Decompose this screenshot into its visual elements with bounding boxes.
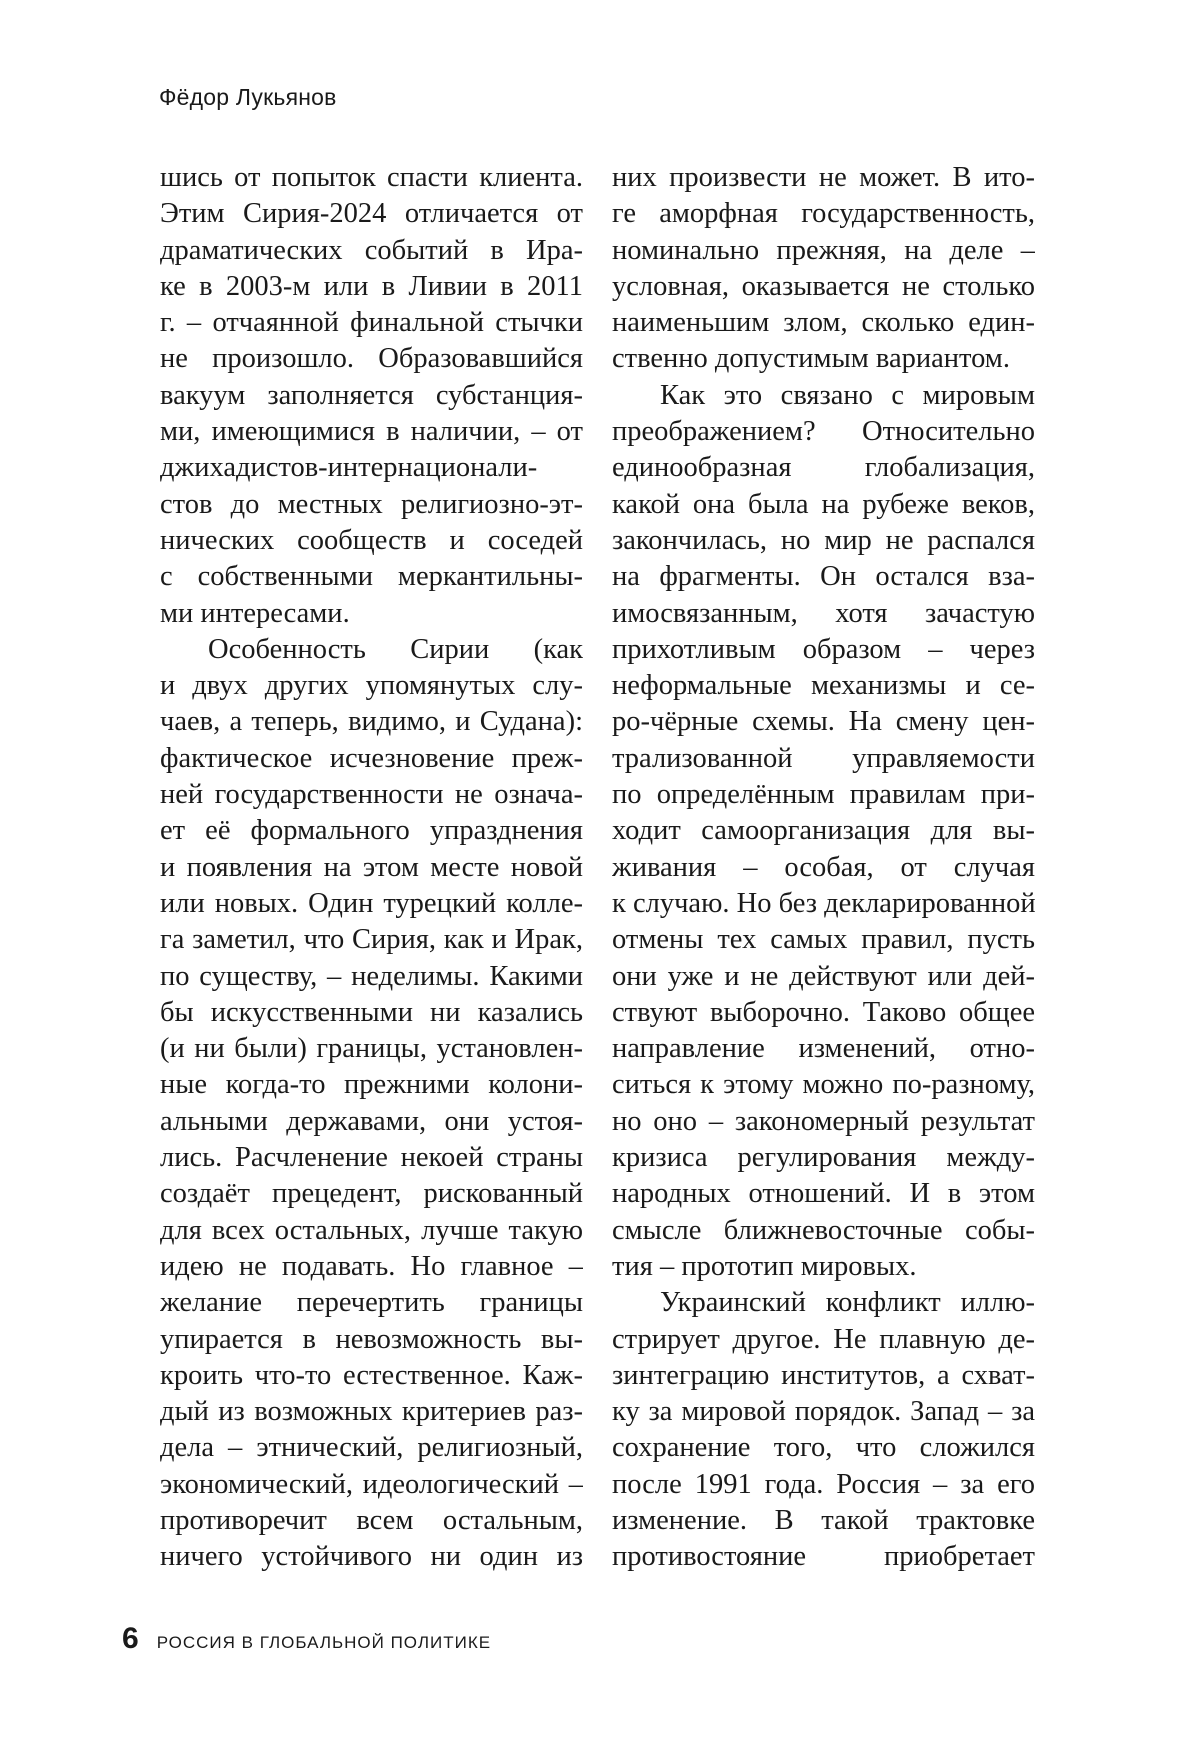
text-line: Как это связано с мировым	[612, 378, 1035, 414]
page-number: 6	[122, 1622, 139, 1656]
text-line: вакуум заполняется субстанция-	[160, 378, 583, 414]
text-line: ке в 2003-м или в Ливии в 2011	[160, 269, 583, 305]
journal-title: РОССИЯ В ГЛОБАЛЬНОЙ ПОЛИТИКЕ	[157, 1633, 491, 1653]
text-line: сохранение того, что сложился	[612, 1430, 1035, 1466]
text-line: альными державами, они устоя-	[160, 1104, 583, 1140]
text-line: драматических событий в Ира-	[160, 233, 583, 269]
text-line: ней государственности не означа-	[160, 777, 583, 813]
text-line: условная, оказывается не столько	[612, 269, 1035, 305]
text-line: ные когда-то прежними колони-	[160, 1067, 583, 1103]
text-line: кризиса регулирования между-	[612, 1140, 1035, 1176]
text-line: Украинский конфликт иллю-	[612, 1285, 1035, 1321]
page-footer	[122, 1622, 491, 1656]
text-line: шись от попыток спасти клиента.	[160, 160, 583, 196]
text-line: с собственными меркантильны-	[160, 559, 583, 595]
text-line: неформальные механизмы и се-	[612, 668, 1035, 704]
text-line: прихотливым образом – через	[612, 632, 1035, 668]
text-line: по существу, – неделимы. Какими	[160, 959, 583, 995]
text-line: наименьшим злом, сколько един-	[612, 305, 1035, 341]
text-line: имосвязанным, хотя зачастую	[612, 596, 1035, 632]
text-line: противоречит всем остальным,	[160, 1503, 583, 1539]
text-line: стрирует другое. Не плавную де-	[612, 1322, 1035, 1358]
text-line: Особенность Сирии (как	[160, 632, 583, 668]
running-header-author: Фёдор Лукьянов	[159, 84, 337, 111]
text-line: зинтеграцию институтов, а схват-	[612, 1358, 1035, 1394]
text-line: дый из возможных критериев раз-	[160, 1394, 583, 1430]
text-line: Этим Сирия-2024 отличается от	[160, 196, 583, 232]
text-column-right	[612, 160, 1035, 1576]
text-line: чаев, а теперь, видимо, и Судана):	[160, 704, 583, 740]
text-line: номинально прежняя, на деле –	[612, 233, 1035, 269]
text-line: но оно – закономерный результат	[612, 1104, 1035, 1140]
text-line: упирается в невозможность вы-	[160, 1322, 583, 1358]
text-line: них произвести не может. В ито-	[612, 160, 1035, 196]
text-line: на фрагменты. Он остался вза-	[612, 559, 1035, 595]
text-line: для всех остальных, лучше такую	[160, 1213, 583, 1249]
text-line: ствуют выборочно. Таково общее	[612, 995, 1035, 1031]
text-line: ку за мировой порядок. Запад – за	[612, 1394, 1035, 1430]
text-line: дела – этнический, религиозный,	[160, 1430, 583, 1466]
text-line: по определённым правилам при-	[612, 777, 1035, 813]
text-line: и двух других упомянутых слу-	[160, 668, 583, 704]
text-line: ми интересами.	[160, 596, 583, 632]
text-line: желание перечертить границы	[160, 1285, 583, 1321]
text-line: смысле ближневосточные собы-	[612, 1213, 1035, 1249]
text-line: экономический, идеологический –	[160, 1467, 583, 1503]
text-line: тия – прототип мировых.	[612, 1249, 1035, 1285]
text-line: трализованной управляемости	[612, 741, 1035, 777]
text-line: кроить что-то естественное. Каж-	[160, 1358, 583, 1394]
text-line: закончилась, но мир не распался	[612, 523, 1035, 559]
text-line: и появления на этом месте новой	[160, 850, 583, 886]
text-line: не произошло. Образовавшийся	[160, 341, 583, 377]
text-line: лись. Расчленение некоей страны	[160, 1140, 583, 1176]
text-line: г. – отчаянной финальной стычки	[160, 305, 583, 341]
text-line: к случаю. Но без декларированной	[612, 886, 1035, 922]
text-line: ственно допустимым вариантом.	[612, 341, 1035, 377]
text-line: или новых. Один турецкий колле-	[160, 886, 583, 922]
text-line: народных отношений. И в этом	[612, 1176, 1035, 1212]
text-line: направление изменений, отно-	[612, 1031, 1035, 1067]
text-line: идею не подавать. Но главное –	[160, 1249, 583, 1285]
text-line: ничего устойчивого ни один из	[160, 1539, 583, 1575]
text-line: изменение. В такой трактовке	[612, 1503, 1035, 1539]
text-line: живания – особая, от случая	[612, 850, 1035, 886]
text-line: ходит самоорганизация для вы-	[612, 813, 1035, 849]
text-line: бы искусственными ни казались	[160, 995, 583, 1031]
text-line: (и ни были) границы, установлен-	[160, 1031, 583, 1067]
text-line: ро-чёрные схемы. На смену цен-	[612, 704, 1035, 740]
text-line: ет её формального упразднения	[160, 813, 583, 849]
text-line: ситься к этому можно по-разному,	[612, 1067, 1035, 1103]
text-column-left	[160, 160, 583, 1576]
text-line: преображением? Относительно	[612, 414, 1035, 450]
text-line: отмены тех самых правил, пусть	[612, 922, 1035, 958]
text-line: га заметил, что Сирия, как и Ирак,	[160, 922, 583, 958]
text-line: единообразная глобализация,	[612, 450, 1035, 486]
text-line: фактическое исчезновение преж-	[160, 741, 583, 777]
text-line: джихадистов-интернационали-	[160, 450, 583, 486]
text-line: после 1991 года. Россия – за его	[612, 1467, 1035, 1503]
text-line: противостояние приобретает	[612, 1539, 1035, 1575]
text-line: они уже и не действуют или дей-	[612, 959, 1035, 995]
text-line: нических сообществ и соседей	[160, 523, 583, 559]
text-line: ге аморфная государственность,	[612, 196, 1035, 232]
text-line: стов до местных религиозно-эт-	[160, 487, 583, 523]
text-line: создаёт прецедент, рискованный	[160, 1176, 583, 1212]
text-line: ми, имеющимися в наличии, – от	[160, 414, 583, 450]
text-line: какой она была на рубеже веков,	[612, 487, 1035, 523]
